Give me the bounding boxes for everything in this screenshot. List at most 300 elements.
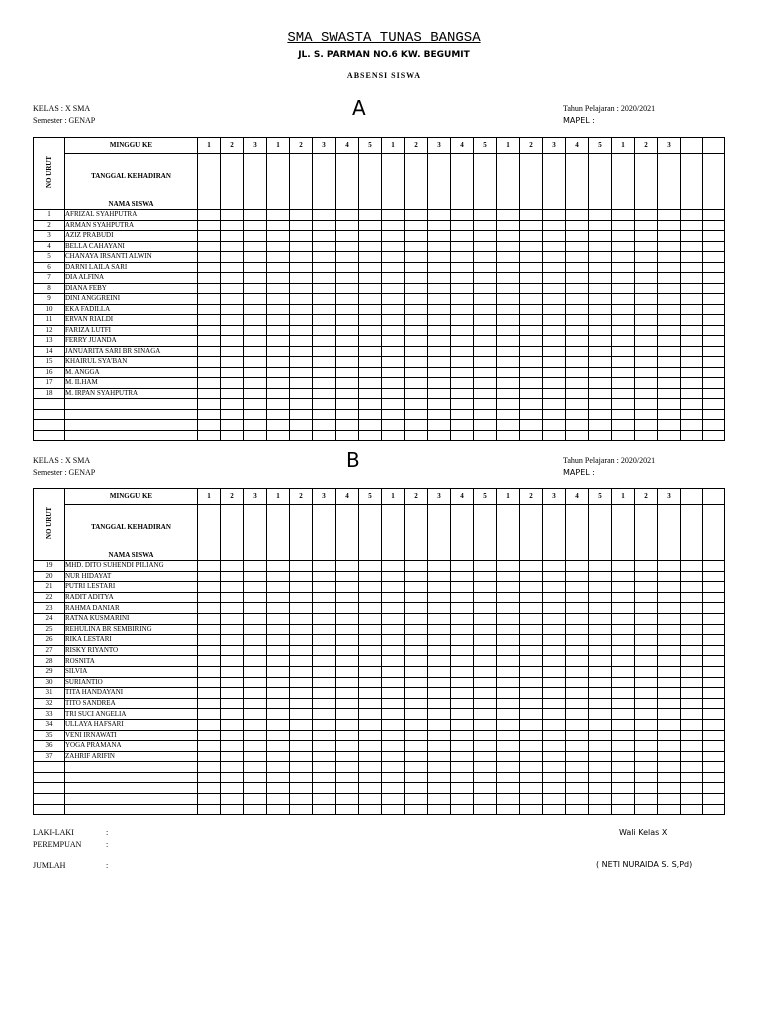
attendance-cell[interactable]	[313, 304, 336, 315]
attendance-cell[interactable]	[612, 794, 635, 805]
attendance-cell[interactable]	[612, 378, 635, 389]
attendance-cell[interactable]	[382, 561, 405, 572]
attendance-cell[interactable]	[313, 751, 336, 762]
attendance-cell[interactable]	[497, 220, 520, 231]
attendance-cell[interactable]	[658, 635, 681, 646]
attendance-cell[interactable]	[359, 698, 382, 709]
attendance-cell[interactable]	[635, 751, 658, 762]
attendance-cell[interactable]	[221, 262, 244, 273]
attendance-cell[interactable]	[635, 762, 658, 773]
attendance-cell[interactable]	[336, 762, 359, 773]
attendance-cell[interactable]	[267, 561, 290, 572]
attendance-cell[interactable]	[520, 719, 543, 730]
attendance-cell[interactable]	[681, 571, 703, 582]
date-cell[interactable]	[198, 154, 221, 210]
attendance-cell[interactable]	[703, 388, 725, 399]
attendance-cell[interactable]	[658, 571, 681, 582]
attendance-cell[interactable]	[313, 409, 336, 420]
attendance-cell[interactable]	[543, 730, 566, 741]
attendance-cell[interactable]	[612, 762, 635, 773]
attendance-cell[interactable]	[313, 635, 336, 646]
attendance-cell[interactable]	[566, 241, 589, 252]
attendance-cell[interactable]	[405, 336, 428, 347]
attendance-cell[interactable]	[589, 751, 612, 762]
attendance-cell[interactable]	[267, 283, 290, 294]
attendance-cell[interactable]	[612, 666, 635, 677]
attendance-cell[interactable]	[244, 804, 267, 815]
attendance-cell[interactable]	[543, 709, 566, 720]
attendance-cell[interactable]	[221, 666, 244, 677]
attendance-cell[interactable]	[244, 231, 267, 242]
attendance-cell[interactable]	[497, 262, 520, 273]
attendance-cell[interactable]	[267, 367, 290, 378]
attendance-cell[interactable]	[336, 603, 359, 614]
attendance-cell[interactable]	[244, 688, 267, 699]
attendance-cell[interactable]	[635, 645, 658, 656]
attendance-cell[interactable]	[635, 262, 658, 273]
attendance-cell[interactable]	[589, 346, 612, 357]
attendance-cell[interactable]	[703, 666, 725, 677]
attendance-cell[interactable]	[703, 709, 725, 720]
attendance-cell[interactable]	[474, 741, 497, 752]
attendance-cell[interactable]	[612, 231, 635, 242]
attendance-cell[interactable]	[658, 741, 681, 752]
attendance-cell[interactable]	[520, 772, 543, 783]
attendance-cell[interactable]	[520, 262, 543, 273]
attendance-cell[interactable]	[566, 751, 589, 762]
attendance-cell[interactable]	[703, 430, 725, 441]
attendance-cell[interactable]	[612, 613, 635, 624]
attendance-cell[interactable]	[313, 378, 336, 389]
attendance-cell[interactable]	[267, 430, 290, 441]
attendance-cell[interactable]	[313, 603, 336, 614]
attendance-cell[interactable]	[221, 688, 244, 699]
attendance-cell[interactable]	[635, 709, 658, 720]
attendance-cell[interactable]	[336, 357, 359, 368]
attendance-cell[interactable]	[566, 231, 589, 242]
attendance-cell[interactable]	[382, 273, 405, 284]
attendance-cell[interactable]	[681, 772, 703, 783]
attendance-cell[interactable]	[474, 804, 497, 815]
attendance-cell[interactable]	[612, 571, 635, 582]
attendance-cell[interactable]	[382, 635, 405, 646]
attendance-cell[interactable]	[382, 613, 405, 624]
attendance-cell[interactable]	[589, 325, 612, 336]
attendance-cell[interactable]	[635, 635, 658, 646]
attendance-cell[interactable]	[658, 561, 681, 572]
attendance-cell[interactable]	[290, 592, 313, 603]
attendance-cell[interactable]	[451, 252, 474, 263]
attendance-cell[interactable]	[451, 772, 474, 783]
attendance-cell[interactable]	[244, 409, 267, 420]
attendance-cell[interactable]	[589, 262, 612, 273]
attendance-cell[interactable]	[543, 783, 566, 794]
attendance-cell[interactable]	[681, 336, 703, 347]
attendance-cell[interactable]	[451, 624, 474, 635]
attendance-cell[interactable]	[543, 367, 566, 378]
attendance-cell[interactable]	[497, 315, 520, 326]
attendance-cell[interactable]	[428, 388, 451, 399]
attendance-cell[interactable]	[474, 571, 497, 582]
attendance-cell[interactable]	[703, 719, 725, 730]
attendance-cell[interactable]	[451, 315, 474, 326]
attendance-cell[interactable]	[520, 635, 543, 646]
attendance-cell[interactable]	[635, 561, 658, 572]
attendance-cell[interactable]	[336, 561, 359, 572]
attendance-cell[interactable]	[198, 273, 221, 284]
attendance-cell[interactable]	[520, 220, 543, 231]
attendance-cell[interactable]	[198, 304, 221, 315]
attendance-cell[interactable]	[313, 273, 336, 284]
attendance-cell[interactable]	[267, 719, 290, 730]
attendance-cell[interactable]	[497, 751, 520, 762]
date-cell[interactable]	[497, 154, 520, 210]
attendance-cell[interactable]	[612, 252, 635, 263]
attendance-cell[interactable]	[474, 666, 497, 677]
attendance-cell[interactable]	[635, 346, 658, 357]
date-cell[interactable]	[566, 505, 589, 561]
attendance-cell[interactable]	[359, 635, 382, 646]
attendance-cell[interactable]	[658, 751, 681, 762]
attendance-cell[interactable]	[267, 273, 290, 284]
attendance-cell[interactable]	[405, 367, 428, 378]
attendance-cell[interactable]	[428, 220, 451, 231]
attendance-cell[interactable]	[520, 294, 543, 305]
attendance-cell[interactable]	[612, 399, 635, 410]
attendance-cell[interactable]	[543, 420, 566, 431]
attendance-cell[interactable]	[382, 294, 405, 305]
attendance-cell[interactable]	[681, 388, 703, 399]
attendance-cell[interactable]	[566, 388, 589, 399]
attendance-cell[interactable]	[543, 635, 566, 646]
attendance-cell[interactable]	[336, 399, 359, 410]
attendance-cell[interactable]	[267, 603, 290, 614]
attendance-cell[interactable]	[382, 751, 405, 762]
attendance-cell[interactable]	[635, 220, 658, 231]
attendance-cell[interactable]	[267, 666, 290, 677]
attendance-cell[interactable]	[658, 273, 681, 284]
attendance-cell[interactable]	[543, 762, 566, 773]
attendance-cell[interactable]	[681, 613, 703, 624]
attendance-cell[interactable]	[382, 220, 405, 231]
attendance-cell[interactable]	[635, 273, 658, 284]
attendance-cell[interactable]	[290, 367, 313, 378]
date-cell[interactable]	[336, 505, 359, 561]
attendance-cell[interactable]	[34, 430, 65, 441]
attendance-cell[interactable]	[198, 399, 221, 410]
attendance-cell[interactable]	[428, 582, 451, 593]
attendance-cell[interactable]	[382, 645, 405, 656]
attendance-cell[interactable]	[681, 592, 703, 603]
attendance-cell[interactable]	[520, 762, 543, 773]
attendance-cell[interactable]	[428, 561, 451, 572]
attendance-cell[interactable]	[428, 210, 451, 221]
attendance-cell[interactable]	[681, 273, 703, 284]
attendance-cell[interactable]	[612, 656, 635, 667]
attendance-cell[interactable]	[34, 420, 65, 431]
attendance-cell[interactable]	[520, 730, 543, 741]
attendance-cell[interactable]	[382, 399, 405, 410]
attendance-cell[interactable]	[428, 409, 451, 420]
attendance-cell[interactable]	[543, 561, 566, 572]
attendance-cell[interactable]	[703, 741, 725, 752]
attendance-cell[interactable]	[635, 430, 658, 441]
attendance-cell[interactable]	[336, 624, 359, 635]
attendance-cell[interactable]	[543, 357, 566, 368]
attendance-cell[interactable]	[451, 603, 474, 614]
attendance-cell[interactable]	[359, 210, 382, 221]
attendance-cell[interactable]	[497, 304, 520, 315]
attendance-cell[interactable]	[612, 304, 635, 315]
attendance-cell[interactable]	[198, 635, 221, 646]
date-cell[interactable]	[703, 505, 725, 561]
attendance-cell[interactable]	[382, 336, 405, 347]
attendance-cell[interactable]	[681, 582, 703, 593]
attendance-cell[interactable]	[566, 220, 589, 231]
attendance-cell[interactable]	[267, 762, 290, 773]
attendance-cell[interactable]	[589, 210, 612, 221]
attendance-cell[interactable]	[267, 677, 290, 688]
date-cell[interactable]	[405, 154, 428, 210]
attendance-cell[interactable]	[336, 741, 359, 752]
attendance-cell[interactable]	[681, 677, 703, 688]
attendance-cell[interactable]	[198, 241, 221, 252]
attendance-cell[interactable]	[198, 794, 221, 805]
attendance-cell[interactable]	[313, 388, 336, 399]
attendance-cell[interactable]	[359, 561, 382, 572]
attendance-cell[interactable]	[336, 409, 359, 420]
attendance-cell[interactable]	[612, 294, 635, 305]
attendance-cell[interactable]	[543, 688, 566, 699]
attendance-cell[interactable]	[497, 592, 520, 603]
attendance-cell[interactable]	[428, 252, 451, 263]
attendance-cell[interactable]	[221, 388, 244, 399]
attendance-cell[interactable]	[566, 409, 589, 420]
attendance-cell[interactable]	[428, 603, 451, 614]
attendance-cell[interactable]	[543, 294, 566, 305]
attendance-cell[interactable]	[428, 688, 451, 699]
attendance-cell[interactable]	[612, 582, 635, 593]
attendance-cell[interactable]	[405, 783, 428, 794]
attendance-cell[interactable]	[336, 378, 359, 389]
attendance-cell[interactable]	[428, 783, 451, 794]
attendance-cell[interactable]	[221, 645, 244, 656]
attendance-cell[interactable]	[313, 666, 336, 677]
attendance-cell[interactable]	[198, 677, 221, 688]
attendance-cell[interactable]	[566, 762, 589, 773]
attendance-cell[interactable]	[589, 698, 612, 709]
attendance-cell[interactable]	[198, 409, 221, 420]
attendance-cell[interactable]	[566, 719, 589, 730]
attendance-cell[interactable]	[290, 613, 313, 624]
attendance-cell[interactable]	[313, 762, 336, 773]
attendance-cell[interactable]	[681, 210, 703, 221]
attendance-cell[interactable]	[244, 656, 267, 667]
attendance-cell[interactable]	[681, 635, 703, 646]
attendance-cell[interactable]	[382, 709, 405, 720]
attendance-cell[interactable]	[267, 794, 290, 805]
attendance-cell[interactable]	[359, 645, 382, 656]
attendance-cell[interactable]	[451, 762, 474, 773]
attendance-cell[interactable]	[244, 624, 267, 635]
attendance-cell[interactable]	[405, 378, 428, 389]
attendance-cell[interactable]	[543, 582, 566, 593]
attendance-cell[interactable]	[589, 804, 612, 815]
attendance-cell[interactable]	[520, 592, 543, 603]
attendance-cell[interactable]	[221, 325, 244, 336]
attendance-cell[interactable]	[244, 772, 267, 783]
attendance-cell[interactable]	[336, 430, 359, 441]
attendance-cell[interactable]	[428, 420, 451, 431]
attendance-cell[interactable]	[566, 420, 589, 431]
attendance-cell[interactable]	[635, 357, 658, 368]
attendance-cell[interactable]	[244, 210, 267, 221]
attendance-cell[interactable]	[221, 730, 244, 741]
attendance-cell[interactable]	[566, 741, 589, 752]
attendance-cell[interactable]	[703, 336, 725, 347]
attendance-cell[interactable]	[543, 220, 566, 231]
attendance-cell[interactable]	[474, 241, 497, 252]
attendance-cell[interactable]	[497, 603, 520, 614]
attendance-cell[interactable]	[382, 730, 405, 741]
attendance-cell[interactable]	[359, 346, 382, 357]
attendance-cell[interactable]	[474, 304, 497, 315]
attendance-cell[interactable]	[267, 346, 290, 357]
attendance-cell[interactable]	[428, 346, 451, 357]
attendance-cell[interactable]	[589, 645, 612, 656]
attendance-cell[interactable]	[451, 388, 474, 399]
attendance-cell[interactable]	[313, 252, 336, 263]
attendance-cell[interactable]	[359, 420, 382, 431]
attendance-cell[interactable]	[336, 231, 359, 242]
attendance-cell[interactable]	[359, 304, 382, 315]
attendance-cell[interactable]	[681, 315, 703, 326]
attendance-cell[interactable]	[635, 772, 658, 783]
attendance-cell[interactable]	[405, 730, 428, 741]
attendance-cell[interactable]	[290, 751, 313, 762]
attendance-cell[interactable]	[428, 273, 451, 284]
attendance-cell[interactable]	[658, 325, 681, 336]
attendance-cell[interactable]	[566, 273, 589, 284]
attendance-cell[interactable]	[612, 719, 635, 730]
attendance-cell[interactable]	[543, 666, 566, 677]
attendance-cell[interactable]	[474, 262, 497, 273]
attendance-cell[interactable]	[359, 783, 382, 794]
attendance-cell[interactable]	[428, 772, 451, 783]
attendance-cell[interactable]	[428, 741, 451, 752]
attendance-cell[interactable]	[566, 304, 589, 315]
attendance-cell[interactable]	[313, 220, 336, 231]
attendance-cell[interactable]	[497, 388, 520, 399]
attendance-cell[interactable]	[703, 677, 725, 688]
attendance-cell[interactable]	[474, 762, 497, 773]
attendance-cell[interactable]	[451, 399, 474, 410]
attendance-cell[interactable]	[658, 252, 681, 263]
attendance-cell[interactable]	[589, 592, 612, 603]
attendance-cell[interactable]	[313, 645, 336, 656]
attendance-cell[interactable]	[589, 283, 612, 294]
attendance-cell[interactable]	[451, 666, 474, 677]
attendance-cell[interactable]	[497, 656, 520, 667]
attendance-cell[interactable]	[290, 804, 313, 815]
attendance-cell[interactable]	[221, 582, 244, 593]
attendance-cell[interactable]	[658, 688, 681, 699]
attendance-cell[interactable]	[221, 592, 244, 603]
attendance-cell[interactable]	[65, 783, 198, 794]
date-cell[interactable]	[244, 154, 267, 210]
attendance-cell[interactable]	[566, 613, 589, 624]
attendance-cell[interactable]	[474, 677, 497, 688]
attendance-cell[interactable]	[520, 420, 543, 431]
attendance-cell[interactable]	[290, 304, 313, 315]
attendance-cell[interactable]	[497, 399, 520, 410]
attendance-cell[interactable]	[612, 677, 635, 688]
attendance-cell[interactable]	[244, 719, 267, 730]
attendance-cell[interactable]	[612, 346, 635, 357]
attendance-cell[interactable]	[635, 804, 658, 815]
attendance-cell[interactable]	[703, 420, 725, 431]
attendance-cell[interactable]	[612, 262, 635, 273]
attendance-cell[interactable]	[313, 592, 336, 603]
attendance-cell[interactable]	[267, 730, 290, 741]
attendance-cell[interactable]	[244, 294, 267, 305]
attendance-cell[interactable]	[451, 688, 474, 699]
attendance-cell[interactable]	[635, 231, 658, 242]
attendance-cell[interactable]	[474, 220, 497, 231]
attendance-cell[interactable]	[612, 592, 635, 603]
attendance-cell[interactable]	[313, 367, 336, 378]
attendance-cell[interactable]	[497, 325, 520, 336]
attendance-cell[interactable]	[405, 294, 428, 305]
attendance-cell[interactable]	[566, 624, 589, 635]
attendance-cell[interactable]	[658, 430, 681, 441]
attendance-cell[interactable]	[405, 624, 428, 635]
attendance-cell[interactable]	[589, 635, 612, 646]
attendance-cell[interactable]	[359, 592, 382, 603]
attendance-cell[interactable]	[290, 709, 313, 720]
attendance-cell[interactable]	[359, 241, 382, 252]
attendance-cell[interactable]	[635, 241, 658, 252]
attendance-cell[interactable]	[359, 772, 382, 783]
date-cell[interactable]	[543, 505, 566, 561]
date-cell[interactable]	[221, 505, 244, 561]
attendance-cell[interactable]	[520, 571, 543, 582]
attendance-cell[interactable]	[313, 772, 336, 783]
attendance-cell[interactable]	[543, 409, 566, 420]
attendance-cell[interactable]	[428, 325, 451, 336]
date-cell[interactable]	[703, 154, 725, 210]
date-cell[interactable]	[474, 154, 497, 210]
attendance-cell[interactable]	[290, 241, 313, 252]
attendance-cell[interactable]	[703, 231, 725, 242]
attendance-cell[interactable]	[589, 252, 612, 263]
attendance-cell[interactable]	[359, 252, 382, 263]
date-cell[interactable]	[313, 505, 336, 561]
attendance-cell[interactable]	[267, 592, 290, 603]
attendance-cell[interactable]	[382, 677, 405, 688]
attendance-cell[interactable]	[612, 336, 635, 347]
attendance-cell[interactable]	[428, 315, 451, 326]
attendance-cell[interactable]	[497, 794, 520, 805]
attendance-cell[interactable]	[589, 719, 612, 730]
attendance-cell[interactable]	[313, 420, 336, 431]
attendance-cell[interactable]	[681, 220, 703, 231]
attendance-cell[interactable]	[267, 357, 290, 368]
attendance-cell[interactable]	[290, 220, 313, 231]
attendance-cell[interactable]	[681, 346, 703, 357]
attendance-cell[interactable]	[703, 241, 725, 252]
attendance-cell[interactable]	[451, 220, 474, 231]
